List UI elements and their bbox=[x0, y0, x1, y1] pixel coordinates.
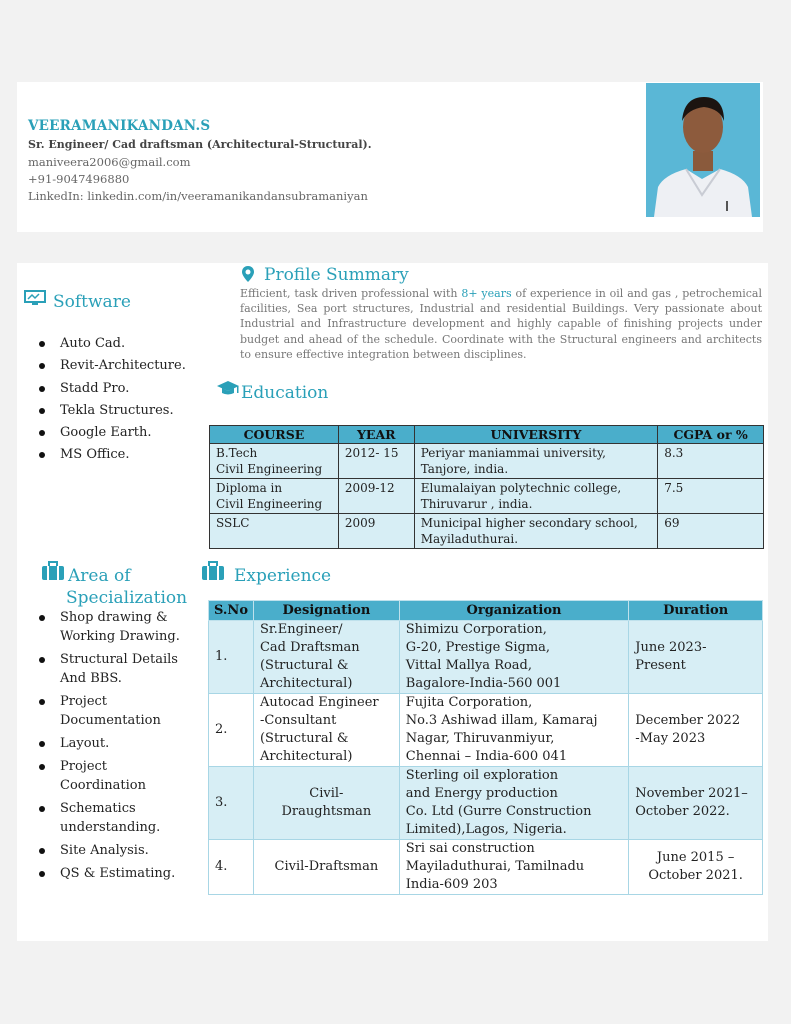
experience-row bbox=[209, 694, 763, 767]
specialization-item-line: Shop drawing & bbox=[60, 610, 168, 625]
experience-title: Experience bbox=[234, 566, 332, 586]
monitor-icon bbox=[24, 290, 46, 310]
education-course-text: Diploma in bbox=[216, 481, 283, 495]
experience-organization-text: Chennai – India-600 041 bbox=[405, 749, 568, 764]
experience-organization-text: Shimizu Corporation, bbox=[405, 622, 547, 637]
education-table bbox=[209, 425, 764, 549]
education-header-row bbox=[210, 426, 764, 444]
specialization-item-line: Documentation bbox=[60, 713, 161, 728]
experience-row bbox=[209, 840, 763, 895]
specialization-item bbox=[36, 608, 180, 646]
specialization-item bbox=[36, 799, 180, 837]
specialization-item bbox=[36, 734, 180, 753]
specialization-title-line1: Area of bbox=[68, 566, 131, 586]
experience-column-header: S.No bbox=[209, 601, 254, 621]
education-row bbox=[210, 444, 764, 479]
specialization-item-line: understanding. bbox=[60, 820, 161, 835]
experience-duration-text: -May 2023 bbox=[635, 731, 706, 746]
experience-duration-cell bbox=[629, 840, 763, 895]
education-cgpa-cell: 7.5 bbox=[658, 479, 764, 514]
experience-column-header: Organization bbox=[399, 601, 628, 621]
experience-duration-cell bbox=[629, 694, 763, 767]
education-cgpa-cell: 8.3 bbox=[658, 444, 764, 479]
experience-table bbox=[208, 600, 763, 895]
software-list bbox=[36, 333, 186, 467]
software-item: Tekla Structures. bbox=[36, 400, 186, 422]
software-item: MS Office. bbox=[36, 444, 186, 466]
education-university-cell bbox=[414, 514, 657, 549]
profile-photo bbox=[646, 83, 760, 217]
education-year-cell: 2009-12 bbox=[338, 479, 414, 514]
experience-designation-cell bbox=[253, 621, 399, 694]
experience-organization-text: Vittal Mallya Road, bbox=[405, 658, 533, 673]
education-course-cell bbox=[210, 479, 339, 514]
briefcase-icon bbox=[201, 561, 225, 585]
experience-organization-text: G-20, Prestige Sigma, bbox=[405, 640, 551, 655]
education-university-text: Thiruvarur , india. bbox=[420, 497, 533, 511]
experience-organization-cell bbox=[399, 621, 628, 694]
specialization-item-line: Coordination bbox=[60, 778, 146, 793]
email-text[interactable]: maniveera2006@gmail.com bbox=[28, 155, 191, 169]
experience-duration-text: Present bbox=[635, 658, 686, 673]
linkedin-text[interactable]: LinkedIn: linkedin.com/in/veeramanikandansubramaniyan bbox=[28, 189, 368, 203]
experience-sno-cell: 1. bbox=[209, 621, 254, 694]
education-title: Education bbox=[241, 383, 329, 403]
experience-duration-text: October 2021. bbox=[648, 868, 743, 883]
experience-organization-text: Sterling oil exploration bbox=[405, 768, 559, 783]
education-university-cell bbox=[414, 444, 657, 479]
experience-column-header: Designation bbox=[253, 601, 399, 621]
education-university-text: Elumalaiyan polytechnic college, bbox=[420, 481, 622, 495]
education-column-header: COURSE bbox=[210, 426, 339, 444]
specialization-item-line: Project bbox=[60, 694, 108, 709]
experience-designation-cell bbox=[253, 694, 399, 767]
experience-sno-cell: 4. bbox=[209, 840, 254, 895]
experience-organization-cell bbox=[399, 840, 628, 895]
education-year-cell: 2009 bbox=[338, 514, 414, 549]
experience-organization-text: Co. Ltd (Gurre Construction bbox=[405, 804, 592, 819]
software-item: Stadd Pro. bbox=[36, 378, 186, 400]
experience-duration-text: November 2021– bbox=[635, 786, 748, 801]
phone-text: +91-9047496880 bbox=[28, 172, 130, 186]
experience-designation-cell bbox=[253, 840, 399, 895]
graduation-cap-icon bbox=[216, 380, 240, 400]
specialization-item-line: Working Drawing. bbox=[60, 629, 180, 644]
education-row bbox=[210, 514, 764, 549]
education-course-cell bbox=[210, 514, 339, 549]
experience-designation-text: Cad Draftsman bbox=[259, 640, 360, 655]
specialization-item-line: QS & Estimating. bbox=[60, 866, 176, 881]
experience-organization-text: Fujita Corporation, bbox=[405, 695, 533, 710]
education-course-text: Civil Engineering bbox=[216, 497, 323, 511]
summary-text-part: of experience in oil and gas , petrochemical facilities, Sea port structures, Industrial and residential Buildings. Very passionate about Industrial and Infrastructure development and highly capable of finishing projects under budget and ahead of the schedule. Coordinate with the Structural engineers and architects to ensure effective integration between disciplines. bbox=[240, 287, 763, 361]
specialization-item-line: Layout. bbox=[60, 736, 110, 751]
experience-organization-text: India-609 203 bbox=[405, 877, 498, 892]
experience-header-row bbox=[209, 601, 763, 621]
software-item: Auto Cad. bbox=[36, 333, 186, 355]
software-title: Software bbox=[53, 292, 131, 312]
specialization-item bbox=[36, 650, 180, 688]
experience-designation-text: Draughtsman bbox=[281, 804, 372, 819]
education-university-text: Periyar maniammai university, bbox=[420, 446, 606, 460]
education-university-cell bbox=[414, 479, 657, 514]
education-column-header: YEAR bbox=[338, 426, 414, 444]
education-university-text: Mayiladuthurai. bbox=[420, 532, 519, 546]
education-course-text: B.Tech bbox=[216, 446, 258, 460]
software-item: Google Earth. bbox=[36, 422, 186, 444]
experience-designation-text: -Consultant bbox=[259, 713, 337, 728]
experience-organization-cell bbox=[399, 694, 628, 767]
experience-designation-text: Civil-Draftsman bbox=[274, 859, 379, 874]
experience-row bbox=[209, 621, 763, 694]
experience-duration-text: June 2015 – bbox=[656, 850, 735, 865]
experience-designation-text: Autocad Engineer bbox=[259, 695, 379, 710]
education-course-text: Civil Engineering bbox=[216, 462, 323, 476]
education-course-cell bbox=[210, 444, 339, 479]
specialization-item bbox=[36, 864, 180, 883]
experience-duration-cell bbox=[629, 767, 763, 840]
experience-organization-text: Sri sai construction bbox=[405, 841, 535, 856]
education-column-header: CGPA or % bbox=[658, 426, 764, 444]
specialization-list bbox=[36, 608, 180, 887]
experience-duration-text: October 2022. bbox=[635, 804, 730, 819]
experience-organization-text: Mayiladuthurai, Tamilnadu bbox=[405, 859, 585, 874]
summary-text bbox=[240, 286, 762, 362]
experience-duration-text: June 2023- bbox=[635, 640, 707, 655]
education-university-text: Tanjore, india. bbox=[420, 462, 509, 476]
specialization-item bbox=[36, 757, 180, 795]
briefcase-icon bbox=[41, 561, 65, 585]
summary-title: Profile Summary bbox=[264, 265, 409, 285]
experience-organization-text: No.3 Ashiwad illam, Kamaraj bbox=[405, 713, 598, 728]
experience-duration-text: December 2022 bbox=[635, 713, 741, 728]
location-pin-icon bbox=[241, 265, 255, 287]
summary-text-part: Efficient, task driven professional with bbox=[240, 287, 462, 300]
experience-organization-text: Limited),Lagos, Nigeria. bbox=[405, 822, 567, 837]
education-cgpa-cell: 69 bbox=[658, 514, 764, 549]
summary-highlight: 8+ years bbox=[461, 287, 512, 300]
experience-designation-text: Architectural) bbox=[259, 676, 353, 691]
experience-organization-text: Nagar, Thiruvanmiyur, bbox=[405, 731, 555, 746]
experience-designation-text: Civil- bbox=[309, 786, 344, 801]
experience-designation-text: Architectural) bbox=[259, 749, 353, 764]
candidate-name: VEERAMANIKANDAN.S bbox=[28, 118, 211, 134]
experience-designation-text: Sr.Engineer/ bbox=[259, 622, 343, 637]
specialization-item-line: And BBS. bbox=[60, 671, 122, 686]
experience-sno-cell: 2. bbox=[209, 694, 254, 767]
specialization-item bbox=[36, 692, 180, 730]
experience-organization-cell bbox=[399, 767, 628, 840]
education-university-text: Municipal higher secondary school, bbox=[420, 516, 638, 530]
experience-designation-text: (Structural & bbox=[259, 658, 349, 673]
specialization-title-line2: Specialization bbox=[66, 588, 188, 608]
experience-designation-text: (Structural & bbox=[259, 731, 349, 746]
education-row bbox=[210, 479, 764, 514]
experience-duration-cell bbox=[629, 621, 763, 694]
job-title: Sr. Engineer/ Cad draftsman (Architectural-Structural). bbox=[28, 138, 372, 151]
experience-organization-text: and Energy production bbox=[405, 786, 558, 801]
education-course-text: SSLC bbox=[216, 516, 250, 530]
specialization-item bbox=[36, 841, 180, 860]
specialization-item-line: Site Analysis. bbox=[60, 843, 149, 858]
specialization-item-line: Structural Details bbox=[60, 652, 178, 667]
education-year-cell: 2012- 15 bbox=[338, 444, 414, 479]
education-column-header: UNIVERSITY bbox=[414, 426, 657, 444]
software-item: Revit-Architecture. bbox=[36, 355, 186, 377]
experience-designation-cell bbox=[253, 767, 399, 840]
specialization-item-line: Schematics bbox=[60, 801, 136, 816]
experience-row bbox=[209, 767, 763, 840]
experience-column-header: Duration bbox=[629, 601, 763, 621]
experience-organization-text: Bagalore-India-560 001 bbox=[405, 676, 562, 691]
specialization-item-line: Project bbox=[60, 759, 108, 774]
experience-sno-cell: 3. bbox=[209, 767, 254, 840]
